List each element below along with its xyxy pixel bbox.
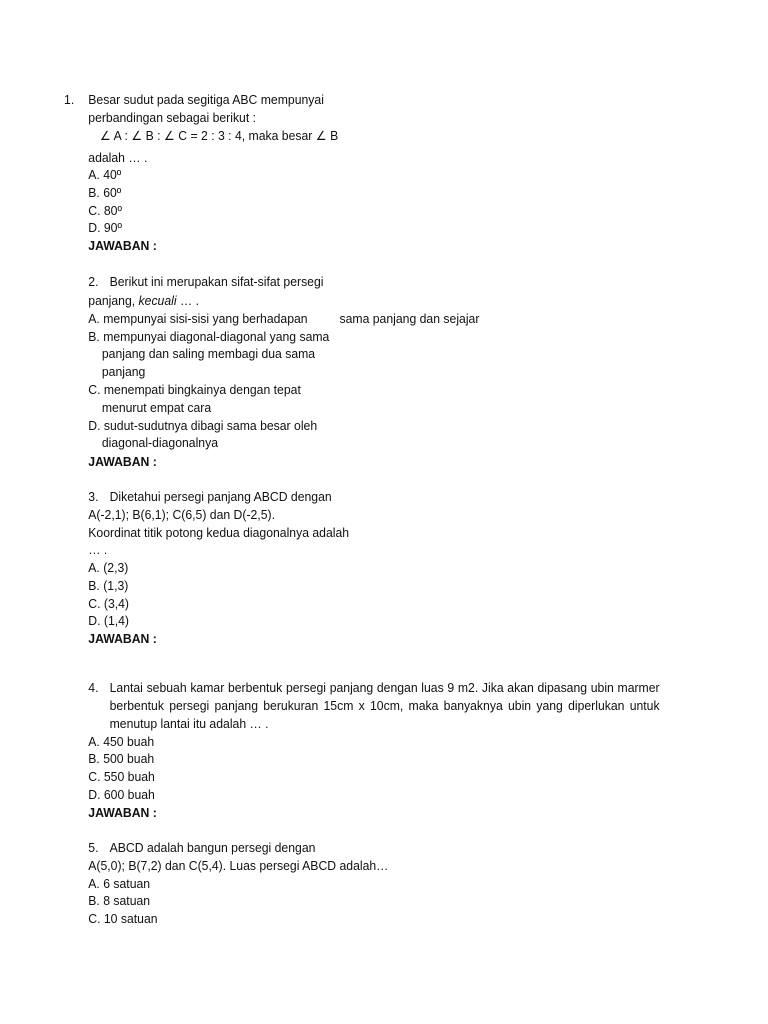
question-1-angle-ratio: ∠ A : ∠ B : ∠ C = 2 : 3 : 4, maka besar ∠ B <box>99 129 339 143</box>
question-4-option-b: B. 500 buah <box>88 752 155 766</box>
question-4-option-c: C. 550 buah <box>88 770 155 784</box>
question-2-answer-label: JAWABAN : <box>88 455 157 469</box>
question-2-option-c-line-2: menurut empat cara <box>101 401 212 415</box>
question-2-option-a: A. mempunyai sisi-sisi yang berhadapan <box>88 312 308 326</box>
question-5-stem-line-1: ABCD adalah bangun persegi dengan <box>109 841 316 855</box>
question-2-stem-end: … . <box>176 294 199 308</box>
question-2-stem-line-2 <box>88 293 199 311</box>
question-3-stem-line-1: Diketahui persegi panjang ABCD dengan <box>109 490 332 504</box>
question-2-option-b-line-1: B. mempunyai diagonal-diagonal yang sama <box>88 330 330 344</box>
question-3-answer-label: JAWABAN : <box>88 632 157 646</box>
question-4-number: 4. <box>88 681 99 695</box>
question-1-stem-line-1: Besar sudut pada segitiga ABC mempunyai <box>88 93 324 107</box>
question-2-kecuali: kecuali <box>138 294 177 308</box>
question-4-answer-label: JAWABAN : <box>88 806 157 820</box>
question-3-number: 3. <box>88 490 99 504</box>
question-5-option-b: B. 8 satuan <box>88 894 151 908</box>
question-2-option-b-line-2: panjang dan saling membagi dua sama <box>101 347 316 361</box>
question-4-stem-line-1: Lantai sebuah kamar berbentuk persegi panjang dengan luas 9 m2. Jika akan dipasang ubin marmer <box>109 681 660 695</box>
question-2-option-c-line-1: C. menempati bingkainya dengan tepat <box>88 383 301 397</box>
question-2-option-d-line-1: D. sudut-sudutnya dibagi sama besar oleh <box>88 419 318 433</box>
question-1-option-c: C. 80º <box>88 204 122 218</box>
question-1-answer-label: JAWABAN : <box>88 239 157 253</box>
question-1-option-a: A. 40º <box>88 168 122 182</box>
question-5-option-a: A. 6 satuan <box>88 877 151 891</box>
question-5-number: 5. <box>88 841 99 855</box>
question-4-option-a: A. 450 buah <box>88 735 155 749</box>
question-2-stem-text: panjang, <box>88 294 139 308</box>
question-1-stem-line-2: perbandingan sebagai berikut : <box>88 111 257 125</box>
question-5-option-c: C. 10 satuan <box>88 912 158 926</box>
question-3-option-c: C. (3,4) <box>88 597 130 611</box>
question-2-stem-line-1: Berikut ini merupakan sifat-sifat persegi <box>109 275 324 289</box>
question-2-number: 2. <box>88 275 99 289</box>
question-1-option-b: B. 60º <box>88 186 122 200</box>
question-1-option-d: D. 90º <box>88 221 122 235</box>
question-3-stem-line-2: A(-2,1); B(6,1); C(6,5) dan D(-2,5). <box>88 508 275 522</box>
question-1-number: 1. <box>64 93 75 107</box>
question-4-stem-line-3: menutup lantai itu adalah … . <box>109 717 269 731</box>
question-2-option-b-line-3: panjang <box>101 365 146 379</box>
question-3-option-b: B. (1,3) <box>88 579 129 593</box>
question-2-option-d-line-2: diagonal-diagonalnya <box>101 436 219 450</box>
question-2-option-a-continuation: sama panjang dan sejajar <box>339 312 480 326</box>
question-3-option-a: A. (2,3) <box>88 561 129 575</box>
question-3-stem-line-3: Koordinat titik potong kedua diagonalnya adalah <box>88 526 350 540</box>
question-4-stem-line-2: berbentuk persegi panjang berukuran 15cm x 10cm, maka banyaknya ubin yang diperlukan untuk <box>109 699 660 713</box>
question-3-stem-line-4: … . <box>88 543 108 557</box>
question-4-option-d: D. 600 buah <box>88 788 155 802</box>
question-3-option-d: D. (1,4) <box>88 614 130 628</box>
question-1-stem-line-3: adalah … . <box>88 151 148 165</box>
question-5-stem-line-2: A(5,0); B(7,2) dan C(5,4). Luas persegi ABCD adalah… <box>88 859 389 873</box>
